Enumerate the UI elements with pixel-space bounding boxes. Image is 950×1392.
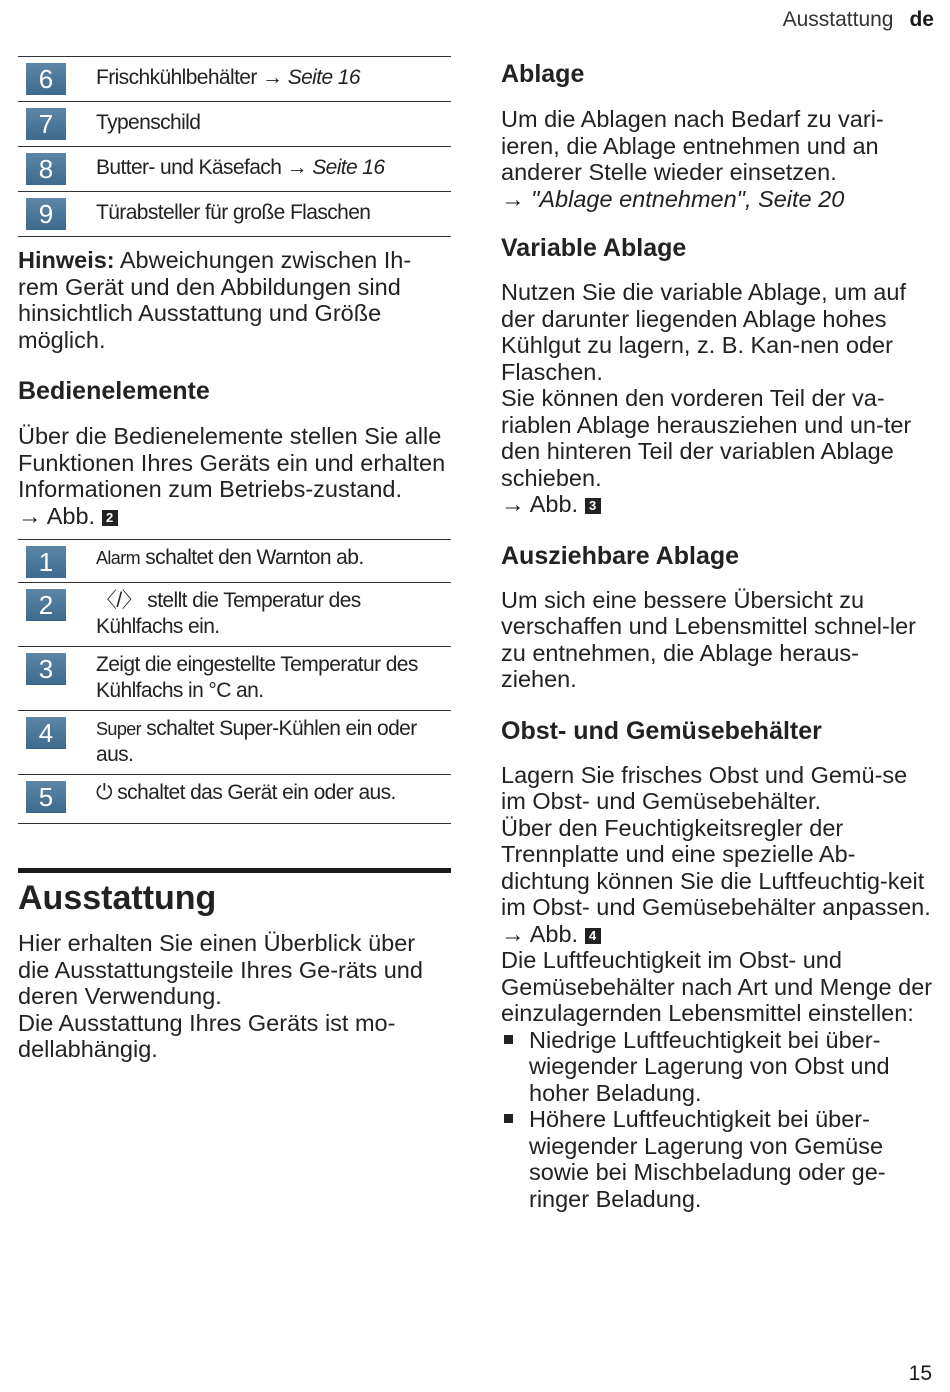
number-badge: 2 <box>26 589 66 621</box>
table-row <box>18 540 451 583</box>
obst-paragraph-3: Die Luftfeuchtigkeit im Obst- und Gemüsebehälter nach Art und Menge der einzulagernden Lebensmittel einstellen: <box>501 947 933 1026</box>
ablage-reference-link[interactable] <box>501 186 933 213</box>
chapter-divider <box>18 868 451 873</box>
arrow-icon: → <box>262 66 283 89</box>
equipment-table <box>18 56 451 237</box>
arrow-icon: → <box>501 920 525 947</box>
variable-figure-ref[interactable] <box>501 491 933 518</box>
header-language: de <box>909 8 934 31</box>
section-heading-ausziehbare-ablage: Ausziehbare Ablage <box>501 541 740 570</box>
super-key-label: Super <box>96 719 142 739</box>
alarm-key-label: Alarm <box>96 548 141 568</box>
table-row <box>18 102 451 147</box>
section-heading-obst-gemuese: Obst- und Gemüsebehälter <box>501 716 822 745</box>
ausziehbar-paragraph: Um sich eine bessere Übersicht zu verschaffen und Lebensmittel schnel-ler zu entnehmen, die Ablage heraus-ziehen. <box>501 586 916 692</box>
number-badge: 4 <box>26 717 66 749</box>
temperature-arrows-icon: 〈/〉 <box>96 589 143 612</box>
number-badge: 7 <box>26 108 66 140</box>
ausstattung-paragraph: Hier erhalten Sie einen Überblick über die Ausstattungsteile Ihres Ge-räts und deren Verwendung. <box>18 930 423 1009</box>
obst-paragraph-2: Über den Feuchtigkeitsregler der Trennplatte und eine spezielle Ab-dichtung können Sie die Luftfeuchtig-keit im Obst- und Gemüsebehälter anpassen. <box>501 814 931 920</box>
number-badge: 6 <box>26 63 66 95</box>
arrow-icon: → <box>18 502 42 529</box>
arrow-icon: → <box>501 491 525 517</box>
row-text: Typenschild <box>96 111 201 134</box>
table-row <box>18 147 451 192</box>
list-item: Niedrige Luftfeuchtigkeit bei über-wiegender Lagerung von Obst und hoher Beladung. <box>501 1027 933 1107</box>
page-number: 15 <box>908 1362 932 1385</box>
row-text: Butter- und Käsefach <box>96 156 282 179</box>
table-row <box>18 711 451 775</box>
row-text: schaltet Super-Kühlen ein oder aus. <box>96 717 417 766</box>
number-badge: 1 <box>26 546 66 578</box>
figure-number-badge: 3 <box>585 498 601 514</box>
ausstattung-paragraph-2: Die Ausstattung Ihres Geräts ist mo-dellabhängig. <box>18 1009 396 1062</box>
table-row <box>18 192 451 237</box>
number-badge: 8 <box>26 153 66 185</box>
arrow-icon: → <box>286 156 307 179</box>
bedien-paragraph: Über die Bedienelemente stellen Sie alle Funktionen Ihres Geräts ein und erhalten Informationen zum Betriebs-zustand. <box>18 423 446 502</box>
variable-paragraph-2: Sie können den vorderen Teil der va-riablen Ablage herausziehen und un-ter den hinteren Teil der variablen Ablage schieben. <box>501 385 912 491</box>
hint-text: Abweichungen zwischen Ih-rem Gerät und den Abbildungen sind hinsichtlich Ausstattung und Größe möglich. <box>18 247 412 353</box>
number-badge: 9 <box>26 198 66 230</box>
ablage-paragraph: Um die Ablagen nach Bedarf zu vari-ieren, die Ablage entnehmen und an anderer Stelle wieder einsetzen. <box>501 106 884 185</box>
row-text: Frischkühlbehälter <box>96 66 257 89</box>
figure-number-badge: 4 <box>585 928 601 944</box>
hint-paragraph <box>18 247 451 353</box>
reference-text: "Ablage entnehmen", Seite 20 <box>531 185 845 212</box>
left-column <box>18 56 451 1063</box>
figure-ref-text: Abb. <box>529 491 579 517</box>
row-text: stellt die Temperatur des Kühlfachs ein. <box>96 589 361 638</box>
row-text: Türabsteller für große Flaschen <box>96 201 371 224</box>
power-icon: ⏻ <box>96 781 113 804</box>
number-badge: 3 <box>26 653 66 685</box>
section-heading-bedienelemente: Bedienelemente <box>18 377 210 405</box>
table-row <box>18 775 451 824</box>
figure-ref-text: Abb. <box>46 502 96 529</box>
humidity-list <box>501 1027 933 1213</box>
page-header <box>783 8 934 32</box>
table-row <box>18 57 451 102</box>
table-row <box>18 647 451 711</box>
page-reference-link[interactable]: Seite 16 <box>287 66 360 89</box>
table-row <box>18 583 451 647</box>
variable-paragraph: Nutzen Sie die variable Ablage, um auf der darunter liegenden Ablage hohes Kühlgut zu lagern, z. B. Kan-nen oder Flaschen. <box>501 279 906 385</box>
hint-label: Hinweis: <box>18 247 115 273</box>
obst-paragraph: Lagern Sie frisches Obst und Gemü-se im Obst- und Gemüsebehälter. <box>501 761 908 814</box>
row-text: schaltet den Warnton ab. <box>145 546 364 569</box>
page-reference-link[interactable]: Seite 16 <box>312 156 385 179</box>
section-heading-ablage: Ablage <box>501 60 585 88</box>
right-column <box>501 56 933 1212</box>
bedien-figure-ref[interactable] <box>18 503 451 530</box>
row-text: Zeigt die eingestellte Temperatur des Kühlfachs in °C an. <box>96 653 418 702</box>
number-badge: 5 <box>26 781 66 813</box>
controls-table <box>18 539 451 824</box>
list-item: Höhere Luftfeuchtigkeit bei über-wiegender Lagerung von Gemüse sowie bei Mischbeladung oder ge-ringer Beladung. <box>501 1106 933 1212</box>
header-section-title: Ausstattung <box>782 8 894 31</box>
chapter-heading-ausstattung: Ausstattung <box>18 879 217 917</box>
figure-ref-text: Abb. <box>529 920 579 947</box>
obst-figure-ref[interactable] <box>501 921 933 948</box>
section-heading-variable-ablage: Variable Ablage <box>501 234 687 262</box>
row-text: schaltet das Gerät ein oder aus. <box>117 781 396 804</box>
figure-number-badge: 2 <box>102 510 118 526</box>
arrow-icon: → <box>501 185 525 212</box>
